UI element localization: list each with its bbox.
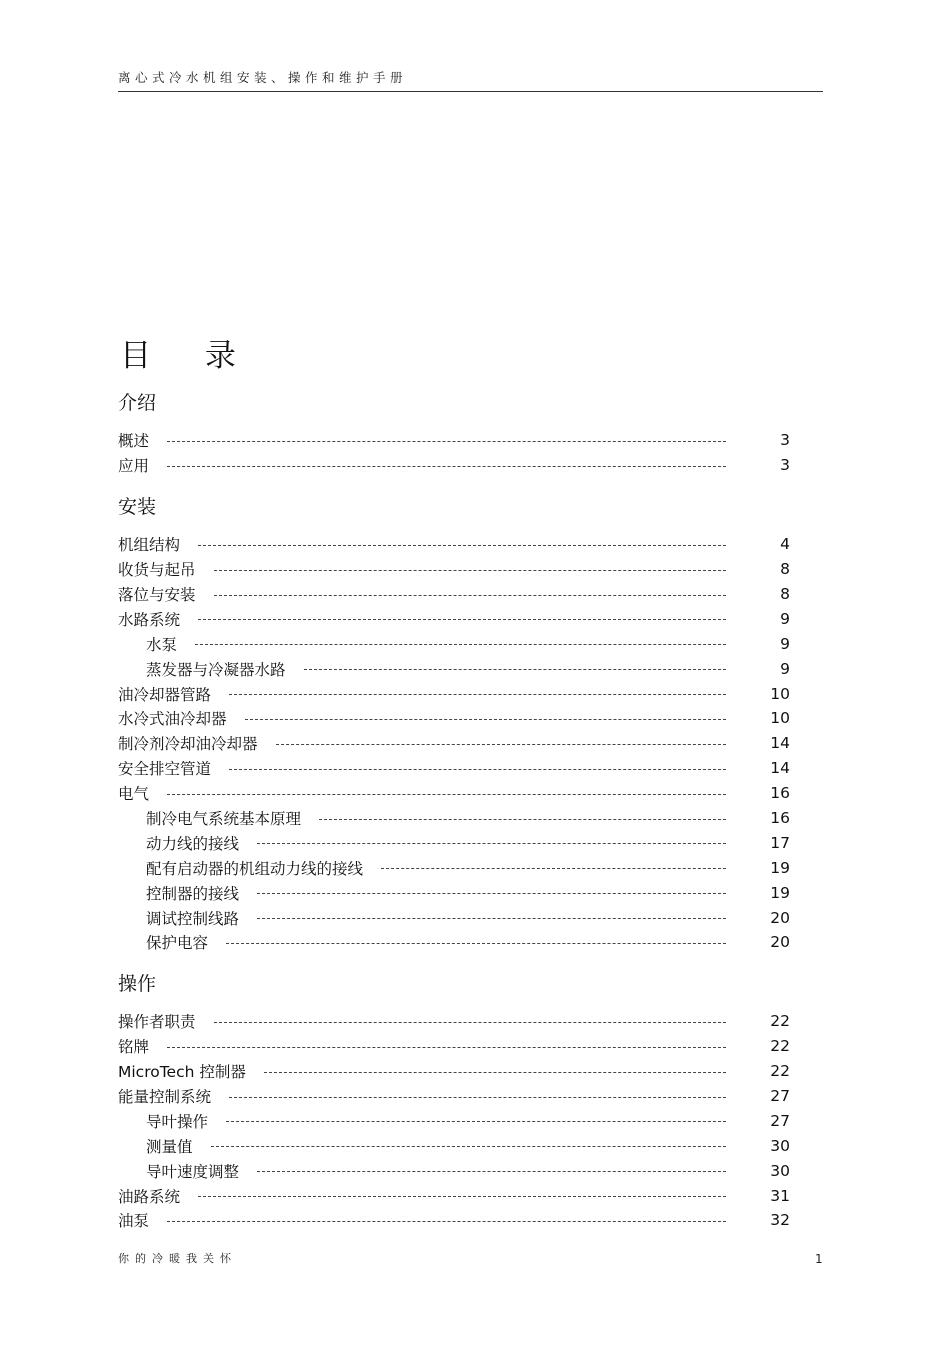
toc-leader-dashes [229,694,726,695]
toc-leader-dashes [226,943,726,944]
toc-entry[interactable] [118,631,798,656]
toc-page-number: 9 [780,609,790,628]
toc-entry[interactable] [118,905,798,930]
toc-entry-label: 制冷电气系统基本原理 [146,810,302,829]
toc-page-number: 16 [770,784,790,803]
toc-entry-label: 动力线的接线 [146,834,240,853]
toc-page-number: 10 [770,684,790,703]
toc-page-number: 31 [770,1186,790,1205]
toc-entry[interactable] [118,1084,798,1109]
toc-entry[interactable] [118,1034,798,1059]
toc-page-number: 20 [770,908,790,927]
toc-entry-label: 概述 [118,432,150,451]
toc-page-number: 27 [770,1087,790,1106]
toc-leader-dashes [214,570,726,571]
toc-entry-label: 配有启动器的机组动力线的接线 [146,859,364,878]
toc-page-number: 10 [770,709,790,728]
toc-entry-label: 水路系统 [118,610,181,629]
toc-entry-label: 油路系统 [118,1187,181,1206]
toc-leader-dashes [229,769,726,770]
toc-entry-label: 能量控制系统 [118,1088,212,1107]
toc-leader-dashes [257,893,726,894]
toc-entry[interactable] [118,756,798,781]
toc-page-number: 30 [770,1136,790,1155]
toc-entry-label: 调试控制线路 [146,909,240,928]
toc-page-number: 32 [770,1211,790,1230]
toc-entry-label: 导叶速度调整 [146,1162,240,1181]
toc-leader-dashes [257,1171,726,1172]
toc-entry[interactable] [118,1183,798,1208]
toc-page-number: 22 [770,1012,790,1031]
toc-entry[interactable] [118,1133,798,1158]
running-header: 离心式冷水机组安装、操作和维护手册 [118,68,823,92]
toc-leader-dashes [195,644,726,645]
toc-entry[interactable] [118,781,798,806]
toc-leader-dashes [264,1072,726,1073]
table-of-contents [118,388,798,1233]
toc-entry[interactable] [118,453,798,478]
toc-entry[interactable] [118,706,798,731]
toc-leader-dashes [304,669,726,670]
toc-page-number: 27 [770,1111,790,1130]
toc-leader-dashes [214,595,726,596]
toc-entry[interactable] [118,1059,798,1084]
toc-section-heading: 介绍 [118,392,157,414]
toc-entry-label: 制冷剂冷却油冷却器 [118,735,258,754]
toc-leader-dashes [198,619,726,620]
toc-entry-label: 落位与安装 [118,586,196,604]
toc-entry-label: 机组结构 [118,536,181,555]
footer-slogan: 你的冷暖我关怀 [118,1252,237,1265]
toc-entry-label: 水泵 [146,635,178,654]
toc-entry-label: 电气 [118,785,150,804]
toc-leader-dashes [276,744,726,745]
toc-leader-dashes [257,843,726,844]
toc-entry[interactable] [118,1208,798,1233]
toc-page-number: 4 [780,535,790,554]
toc-page-number: 17 [770,833,790,852]
toc-entry[interactable] [118,656,798,681]
toc-entry[interactable] [118,855,798,880]
toc-entry-label: 油泵 [118,1212,150,1231]
toc-leader-dashes [167,1047,726,1048]
toc-leader-dashes [257,918,726,919]
toc-page-number: 8 [780,585,790,603]
toc-entry-label: 安全排空管道 [118,760,212,779]
toc-leader-dashes [211,1146,726,1147]
toc-section-heading: 操作 [118,972,157,995]
toc-entry[interactable] [118,582,798,607]
toc-page-number: 9 [780,659,790,678]
toc-leader-dashes [198,1196,726,1197]
toc-page-number: 20 [770,933,790,952]
page-number: 1 [815,1252,823,1266]
toc-entry-label: 铭牌 [118,1038,150,1057]
toc-entry-label: 收货与起吊 [118,561,196,580]
toc-entry[interactable] [118,830,798,855]
toc-page-number: 16 [770,809,790,828]
toc-entry-label: 测量值 [146,1137,193,1156]
toc-leader-dashes [226,1121,726,1122]
toc-page-number: 22 [770,1062,790,1081]
toc-entry[interactable] [118,606,798,631]
toc-entry[interactable] [118,681,798,706]
toc-page-number: 14 [770,734,790,753]
toc-entry-label: 应用 [118,457,150,476]
toc-page-number: 19 [770,883,790,902]
toc-entry[interactable] [118,1009,798,1034]
toc-entry[interactable] [118,880,798,905]
toc-entry-label: 导叶操作 [146,1112,209,1131]
toc-entry[interactable] [118,930,798,955]
toc-entry-label: 控制器的接线 [146,884,240,903]
toc-entry-label: 水冷式油冷却器 [118,710,227,729]
toc-leader-dashes [167,794,726,795]
toc-entry-label: 蒸发器与冷凝器水路 [146,660,286,679]
page-title: 目 录 [120,338,258,374]
toc-entry-label: 操作者职责 [118,1013,196,1032]
toc-page-number: 19 [770,858,790,877]
toc-leader-dashes [319,819,726,820]
toc-entry[interactable] [118,1158,798,1183]
toc-entry-label: MicroTech 控制器 [118,1063,246,1082]
toc-leader-dashes [167,466,726,467]
toc-leader-dashes [198,545,726,546]
toc-page-number: 3 [780,456,790,475]
toc-leader-dashes [167,1221,726,1222]
toc-page-number: 22 [770,1037,790,1056]
toc-leader-dashes [229,1097,726,1098]
toc-entry[interactable] [118,557,798,582]
toc-entry-label: 油冷却器管路 [118,685,212,704]
toc-entry[interactable] [118,806,798,831]
toc-entry[interactable] [118,731,798,756]
toc-leader-dashes [167,441,726,442]
toc-entry-label: 保护电容 [146,934,209,953]
toc-page-number: 14 [770,759,790,778]
toc-entry[interactable] [118,532,798,557]
toc-page-number: 30 [770,1161,790,1180]
toc-leader-dashes [214,1022,726,1023]
toc-entry[interactable] [118,1108,798,1133]
toc-leader-dashes [381,868,726,869]
toc-section-heading: 安装 [118,495,157,518]
toc-leader-dashes [245,719,726,720]
toc-page-number: 9 [780,634,790,653]
toc-entry[interactable] [118,428,798,453]
toc-page-number: 3 [780,431,790,450]
toc-page-number: 8 [780,560,790,579]
